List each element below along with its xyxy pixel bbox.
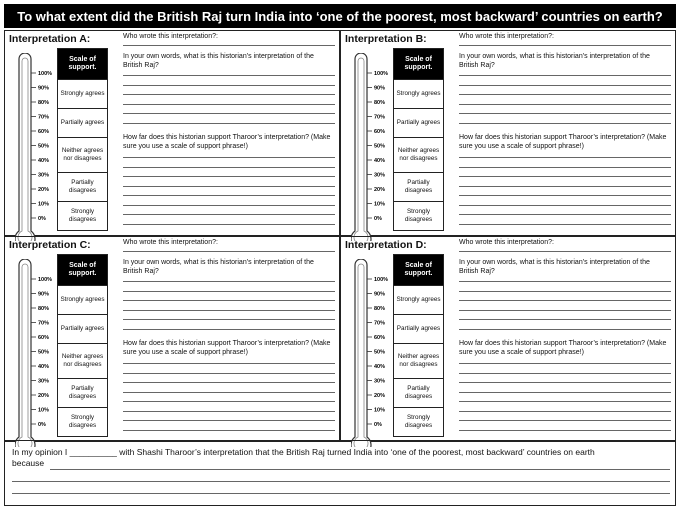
percentage-label: 0% [38, 422, 46, 429]
percentage-label: 80% [38, 306, 50, 313]
percentage-label: 20% [374, 393, 386, 400]
support-scale [393, 48, 444, 231]
percentage-label: 60% [38, 335, 50, 342]
answer-line[interactable] [459, 94, 671, 95]
scale-header: Scale of support. [58, 49, 107, 79]
answer-line[interactable] [459, 113, 671, 114]
question-support: How far does this historian support Tharoor’s interpretation? (Make sure you use a scale of support phrase!) [123, 134, 331, 150]
answer-line[interactable] [459, 224, 671, 225]
percentage-label: 20% [38, 187, 50, 194]
answer-line[interactable] [123, 300, 335, 301]
percentage-label: 50% [38, 143, 50, 150]
scale-level: Partially agrees [394, 108, 443, 137]
answer-line[interactable] [123, 85, 335, 86]
thermometer-graphic [351, 53, 397, 241]
answer-line[interactable] [459, 411, 671, 412]
answer-line[interactable] [459, 430, 671, 431]
answer-line[interactable] [459, 281, 671, 282]
percentage-label: 10% [374, 201, 386, 208]
answer-line[interactable] [123, 373, 335, 374]
percentage-label: 30% [38, 378, 50, 385]
scale-level: Partially disagrees [394, 378, 443, 407]
percentage-label: 40% [374, 364, 386, 371]
answer-line[interactable] [459, 300, 671, 301]
scale-level: Partially agrees [58, 108, 107, 137]
answer-line[interactable] [459, 104, 671, 105]
answer-line[interactable] [459, 85, 671, 86]
support-scale [57, 48, 108, 231]
opinion-answer-line[interactable] [50, 469, 670, 470]
answer-line[interactable] [123, 411, 335, 412]
scale-header: Scale of support. [58, 255, 107, 285]
percentage-label: 90% [38, 291, 50, 298]
answer-line[interactable] [459, 392, 671, 393]
answer-line[interactable] [459, 291, 671, 292]
question-support: How far does this historian support Tharoor’s interpretation? (Make sure you use a scale of support phrase!) [123, 340, 331, 356]
scale-level: Partially agrees [394, 314, 443, 343]
percentage-label: 50% [374, 349, 386, 356]
percentage-label: 70% [374, 320, 386, 327]
opinion-answer-line[interactable] [12, 481, 670, 482]
interpretation-title: Interpretation B: [345, 33, 427, 45]
answer-line[interactable] [459, 214, 671, 215]
answer-line[interactable] [123, 176, 335, 177]
scale-level: Partially disagrees [58, 172, 107, 201]
percentage-label: 70% [374, 114, 386, 121]
percentage-label: 0% [38, 216, 46, 223]
percentage-label: 30% [374, 378, 386, 385]
opinion-answer-line[interactable] [12, 493, 670, 494]
percentage-label: 30% [374, 172, 386, 179]
percentage-label: 60% [374, 129, 386, 136]
percentage-label: 60% [38, 129, 50, 136]
answer-line[interactable] [123, 251, 335, 252]
percentage-label: 80% [374, 100, 386, 107]
answer-line[interactable] [459, 401, 671, 402]
answer-line[interactable] [123, 113, 335, 114]
answer-line[interactable] [459, 157, 671, 158]
answer-line[interactable] [459, 373, 671, 374]
scale-level: Strongly disagrees [394, 407, 443, 436]
answer-line[interactable] [123, 319, 335, 320]
percentage-label: 20% [38, 393, 50, 400]
percentage-label: 100% [38, 277, 53, 284]
percentage-label: 100% [374, 277, 389, 284]
answer-line[interactable] [459, 176, 671, 177]
answer-line[interactable] [123, 281, 335, 282]
answer-line[interactable] [123, 157, 335, 158]
support-scale [393, 254, 444, 437]
answer-line[interactable] [459, 167, 671, 168]
interpretation-panel [4, 30, 340, 236]
answer-line[interactable] [123, 430, 335, 431]
scale-header: Scale of support. [394, 49, 443, 79]
percentage-label: 100% [374, 71, 389, 78]
answer-line[interactable] [459, 310, 671, 311]
percentage-label: 0% [374, 216, 382, 223]
scale-level: Strongly disagrees [58, 407, 107, 436]
scale-level: Neither agrees nor disagrees [394, 137, 443, 172]
question-own-words: In your own words, what is this historian’s interpretation of the British Raj? [459, 53, 650, 69]
thermometer-tube [15, 259, 35, 447]
percentage-label: 90% [38, 85, 50, 92]
question-who: Who wrote this interpretation?: [123, 239, 218, 246]
answer-line[interactable] [459, 251, 671, 252]
interpretation-panel [4, 236, 340, 442]
percentage-label: 70% [38, 320, 50, 327]
answer-line[interactable] [459, 420, 671, 421]
scale-level: Partially agrees [58, 314, 107, 343]
answer-line[interactable] [459, 363, 671, 364]
interpretation-panel [340, 30, 676, 236]
percentage-label: 50% [374, 143, 386, 150]
answer-line[interactable] [123, 45, 335, 46]
percentage-label: 100% [38, 71, 53, 78]
interpretation-title: Interpretation D: [345, 239, 427, 251]
opinion-sentence: In my opinion I __________ with Shashi Tharoor’s interpretation that the British Raj turned India into ‘one of the poorest, most backward’ countries on earth [12, 447, 595, 457]
answer-line[interactable] [123, 195, 335, 196]
scale-level: Neither agrees nor disagrees [58, 343, 107, 378]
percentage-label: 90% [374, 291, 386, 298]
scale-level: Neither agrees nor disagrees [394, 343, 443, 378]
scale-level: Neither agrees nor disagrees [58, 137, 107, 172]
answer-line[interactable] [459, 123, 671, 124]
percentage-label: 40% [38, 158, 50, 165]
percentage-label: 10% [38, 407, 50, 414]
answer-line[interactable] [123, 291, 335, 292]
thermometer-tube [351, 259, 371, 447]
percentage-label: 10% [374, 407, 386, 414]
answer-line[interactable] [123, 104, 335, 105]
interpretation-title: Interpretation C: [9, 239, 91, 251]
question-own-words: In your own words, what is this historian’s interpretation of the British Raj? [459, 259, 650, 275]
answer-line[interactable] [459, 382, 671, 383]
answer-line[interactable] [123, 167, 335, 168]
scale-level: Strongly disagrees [394, 201, 443, 230]
thermometer-tube [351, 53, 371, 241]
answer-line[interactable] [123, 392, 335, 393]
percentage-label: 90% [374, 85, 386, 92]
answer-line[interactable] [459, 205, 671, 206]
thermometer-graphic [351, 259, 397, 447]
percentage-label: 50% [38, 349, 50, 356]
answer-line[interactable] [459, 45, 671, 46]
scale-level: Strongly disagrees [58, 201, 107, 230]
percentage-label: 70% [38, 114, 50, 121]
answer-line[interactable] [123, 310, 335, 311]
question-own-words: In your own words, what is this historian’s interpretation of the British Raj? [123, 53, 314, 69]
scale-level: Partially disagrees [58, 378, 107, 407]
answer-line[interactable] [123, 401, 335, 402]
support-scale [57, 254, 108, 437]
answer-line[interactable] [123, 382, 335, 383]
scale-level: Partially disagrees [394, 172, 443, 201]
interpretation-panel [340, 236, 676, 442]
answer-line[interactable] [123, 224, 335, 225]
answer-line[interactable] [123, 363, 335, 364]
question-own-words: In your own words, what is this historian’s interpretation of the British Raj? [123, 259, 314, 275]
answer-line[interactable] [123, 329, 335, 330]
thermometer-graphic [15, 259, 61, 447]
percentage-label: 40% [38, 364, 50, 371]
thermometer-graphic [15, 53, 61, 241]
answer-line[interactable] [459, 75, 671, 76]
scale-level: Strongly agrees [394, 79, 443, 108]
answer-line[interactable] [459, 186, 671, 187]
answer-line[interactable] [123, 205, 335, 206]
answer-line[interactable] [123, 214, 335, 215]
question-support: How far does this historian support Tharoor’s interpretation? (Make sure you use a scale of support phrase!) [459, 340, 667, 356]
percentage-label: 40% [374, 158, 386, 165]
interpretation-title: Interpretation A: [9, 33, 91, 45]
percentage-label: 30% [38, 172, 50, 179]
scale-level: Strongly agrees [394, 285, 443, 314]
worksheet-title: To what extent did the British Raj turn India into ‘one of the poorest, most backward’ countries on earth? [4, 4, 676, 28]
percentage-label: 60% [374, 335, 386, 342]
answer-line[interactable] [459, 319, 671, 320]
percentage-label: 80% [374, 306, 386, 313]
answer-line[interactable] [123, 123, 335, 124]
question-support: How far does this historian support Tharoor’s interpretation? (Make sure you use a scale of support phrase!) [459, 134, 667, 150]
answer-line[interactable] [123, 75, 335, 76]
scale-level: Strongly agrees [58, 285, 107, 314]
opinion-because: because [12, 458, 45, 468]
question-who: Who wrote this interpretation?: [123, 33, 218, 40]
answer-line[interactable] [123, 420, 335, 421]
question-who: Who wrote this interpretation?: [459, 33, 554, 40]
percentage-label: 0% [374, 422, 382, 429]
percentage-label: 10% [38, 201, 50, 208]
percentage-label: 80% [38, 100, 50, 107]
answer-line[interactable] [459, 195, 671, 196]
answer-line[interactable] [459, 329, 671, 330]
answer-line[interactable] [123, 186, 335, 187]
opinion-box [4, 440, 676, 506]
answer-line[interactable] [123, 94, 335, 95]
thermometer-tube [15, 53, 35, 241]
percentage-label: 20% [374, 187, 386, 194]
scale-level: Strongly agrees [58, 79, 107, 108]
scale-header: Scale of support. [394, 255, 443, 285]
question-who: Who wrote this interpretation?: [459, 239, 554, 246]
